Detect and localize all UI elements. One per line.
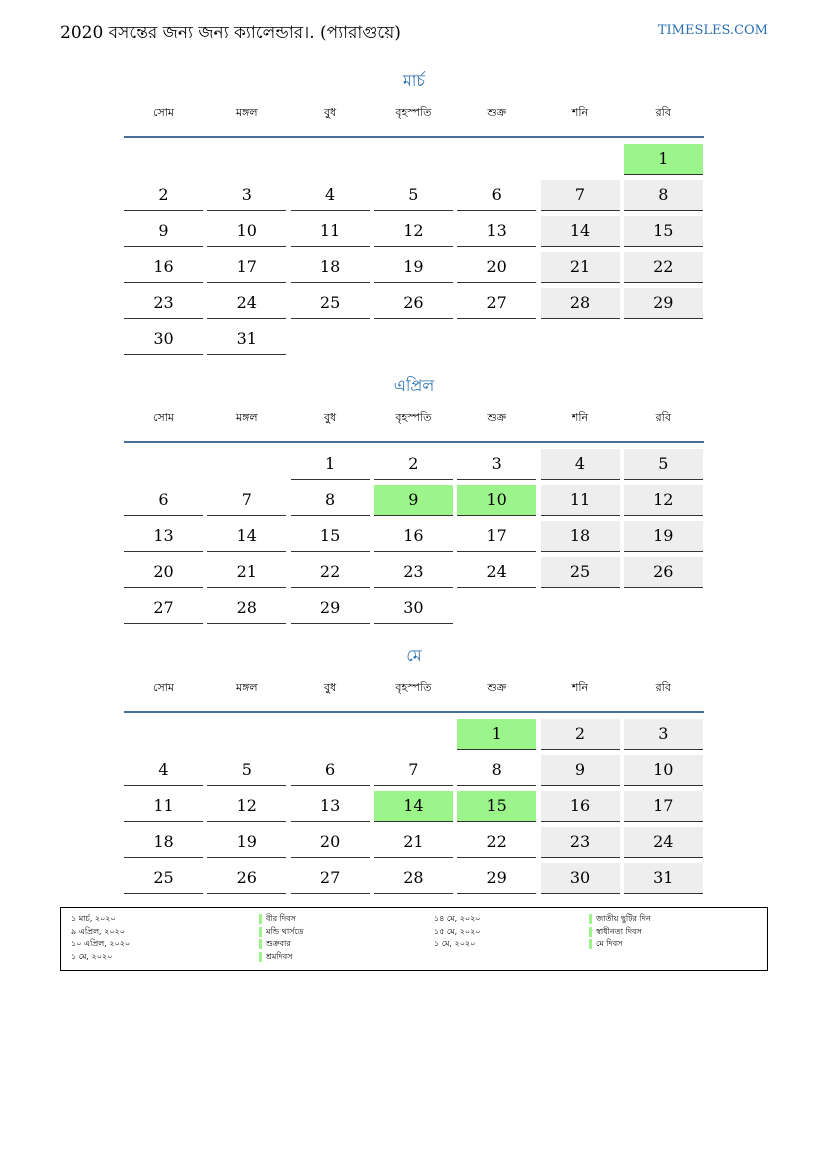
day-cell: 6 xyxy=(291,755,370,786)
day-cell: 19 xyxy=(624,521,703,552)
day-cell: 13 xyxy=(457,216,536,247)
legend-holiday-name: মন্ডি থার্সডে xyxy=(266,926,304,936)
legend-date: ১ মে, ২০২০ xyxy=(434,939,476,948)
day-cell: 29 xyxy=(624,288,703,319)
holiday-day-cell: 9 xyxy=(374,485,453,516)
day-cell: 9 xyxy=(124,216,203,247)
day-cell: 29 xyxy=(457,863,536,894)
month-name: মে xyxy=(406,646,422,665)
holiday-day-cell: 10 xyxy=(457,485,536,516)
holiday-legend xyxy=(60,907,768,971)
month-name: এপ্রিল xyxy=(393,376,435,395)
day-cell: 15 xyxy=(291,521,370,552)
page-header xyxy=(60,20,768,44)
legend-color-marker xyxy=(589,939,592,949)
day-cell: 22 xyxy=(624,252,703,283)
day-cell: 25 xyxy=(541,557,620,588)
day-cell: 20 xyxy=(124,557,203,588)
day-cell: 7 xyxy=(207,485,286,516)
legend-holiday-name: স্বাধীনতা দিবস xyxy=(596,926,642,936)
month-block xyxy=(124,375,704,627)
month-block xyxy=(124,70,704,358)
day-cell: 17 xyxy=(207,252,286,283)
legend-date: ১০ এপ্রিল, ২০২০ xyxy=(71,939,131,948)
day-cell: 4 xyxy=(291,180,370,211)
day-cell: 12 xyxy=(374,216,453,247)
weekday-header xyxy=(124,677,704,713)
weekday-label: বুধ xyxy=(323,681,337,694)
day-cell: 10 xyxy=(624,755,703,786)
holiday-day-cell: 14 xyxy=(374,791,453,822)
day-cell: 2 xyxy=(124,180,203,211)
day-cell: 11 xyxy=(291,216,370,247)
day-cell: 2 xyxy=(541,719,620,750)
day-cell: 20 xyxy=(457,252,536,283)
weekday-label: শুক্র xyxy=(487,411,507,424)
day-cell: 4 xyxy=(541,449,620,480)
day-cell: 26 xyxy=(374,288,453,319)
day-cell: 14 xyxy=(541,216,620,247)
day-cell: 21 xyxy=(541,252,620,283)
weekday-header xyxy=(124,407,704,443)
day-cell: 12 xyxy=(624,485,703,516)
day-cell: 3 xyxy=(457,449,536,480)
day-cell: 11 xyxy=(124,791,203,822)
day-cell: 18 xyxy=(124,827,203,858)
day-cell: 30 xyxy=(541,863,620,894)
legend-holiday-name: শুক্রবার xyxy=(266,939,291,948)
weekday-label: সোম xyxy=(152,411,175,424)
legend-holiday-name: শ্রমদিবস xyxy=(266,951,293,961)
month-block xyxy=(124,645,704,897)
day-cell: 25 xyxy=(291,288,370,319)
day-cell: 29 xyxy=(291,593,370,624)
day-cell: 28 xyxy=(541,288,620,319)
holiday-day-cell: 15 xyxy=(457,791,536,822)
day-cell: 18 xyxy=(291,252,370,283)
legend-date: ১ মার্চ, ২০২০ xyxy=(71,914,116,923)
day-cell: 27 xyxy=(457,288,536,319)
day-grid xyxy=(124,138,704,358)
day-cell: 8 xyxy=(457,755,536,786)
day-cell: 31 xyxy=(624,863,703,894)
day-cell: 24 xyxy=(624,827,703,858)
day-grid xyxy=(124,713,704,897)
holiday-day-cell: 1 xyxy=(624,144,703,175)
day-cell: 12 xyxy=(207,791,286,822)
day-cell: 24 xyxy=(207,288,286,319)
day-cell: 21 xyxy=(374,827,453,858)
day-cell: 19 xyxy=(207,827,286,858)
legend-color-marker xyxy=(259,927,262,937)
site-brand-link[interactable]: TIMESLES.COM xyxy=(657,23,768,38)
day-cell: 1 xyxy=(291,449,370,480)
day-cell: 27 xyxy=(124,593,203,624)
day-cell: 4 xyxy=(124,755,203,786)
legend-color-marker xyxy=(589,927,592,937)
day-cell: 13 xyxy=(291,791,370,822)
weekday-label: বুধ xyxy=(323,411,337,424)
day-cell: 5 xyxy=(624,449,703,480)
day-cell: 26 xyxy=(624,557,703,588)
weekday-label: বৃহস্পতি xyxy=(395,681,432,694)
legend-date: ১৪ মে, ২০২০ xyxy=(434,914,481,923)
day-grid xyxy=(124,443,704,627)
legend-color-marker xyxy=(259,952,262,962)
weekday-label: শুক্র xyxy=(487,681,507,694)
weekday-label: বুধ xyxy=(323,106,337,119)
day-cell: 28 xyxy=(374,863,453,894)
weekday-label: রবি xyxy=(655,411,671,424)
day-cell: 7 xyxy=(374,755,453,786)
day-cell: 10 xyxy=(207,216,286,247)
day-cell: 9 xyxy=(541,755,620,786)
day-cell: 21 xyxy=(207,557,286,588)
weekday-label: শনি xyxy=(571,106,589,119)
day-cell: 28 xyxy=(207,593,286,624)
day-cell: 16 xyxy=(374,521,453,552)
page-title: 2020 বসন্তের জন্য জন্য ক্যালেন্ডার।. (প্যারাগুয়ে) xyxy=(60,23,401,43)
day-cell: 13 xyxy=(124,521,203,552)
legend-date: ১ মে, ২০২০ xyxy=(71,951,113,961)
day-cell: 22 xyxy=(291,557,370,588)
day-cell: 23 xyxy=(374,557,453,588)
day-cell: 5 xyxy=(207,755,286,786)
day-cell: 17 xyxy=(457,521,536,552)
day-cell: 24 xyxy=(457,557,536,588)
legend-holiday-name: মে দিবস xyxy=(596,939,623,948)
day-cell: 30 xyxy=(374,593,453,624)
weekday-label: মঙ্গল xyxy=(235,681,258,694)
day-cell: 25 xyxy=(124,863,203,894)
day-cell: 27 xyxy=(291,863,370,894)
weekday-label: শনি xyxy=(571,411,589,424)
legend-date: ১৫ মে, ২০২০ xyxy=(434,926,481,936)
weekday-label: মঙ্গল xyxy=(235,411,258,424)
weekday-label: সোম xyxy=(152,681,175,694)
day-cell: 23 xyxy=(541,827,620,858)
legend-color-marker xyxy=(259,939,262,949)
weekday-label: শুক্র xyxy=(487,106,507,119)
weekday-label: রবি xyxy=(655,681,671,694)
day-cell: 23 xyxy=(124,288,203,319)
day-cell: 11 xyxy=(541,485,620,516)
day-cell: 31 xyxy=(207,324,286,355)
day-cell: 22 xyxy=(457,827,536,858)
weekday-label: বৃহস্পতি xyxy=(395,411,432,424)
day-cell: 3 xyxy=(624,719,703,750)
day-cell: 6 xyxy=(124,485,203,516)
day-cell: 17 xyxy=(624,791,703,822)
legend-holiday-name: জাতীয় ছুটির দিন xyxy=(596,914,651,923)
day-cell: 14 xyxy=(207,521,286,552)
legend-color-marker xyxy=(259,914,262,924)
legend-date: ৯ এপ্রিল, ২০২০ xyxy=(71,926,125,936)
legend-holiday-name: বীর দিবস xyxy=(266,914,296,923)
day-cell: 20 xyxy=(291,827,370,858)
weekday-header xyxy=(124,102,704,138)
weekday-label: সোম xyxy=(152,106,175,119)
weekday-label: বৃহস্পতি xyxy=(395,106,432,119)
day-cell: 5 xyxy=(374,180,453,211)
weekday-label: শনি xyxy=(571,681,589,694)
weekday-label: রবি xyxy=(655,106,671,119)
day-cell: 3 xyxy=(207,180,286,211)
holiday-day-cell: 1 xyxy=(457,719,536,750)
month-name: মার্চ xyxy=(402,71,426,90)
day-cell: 8 xyxy=(624,180,703,211)
day-cell: 16 xyxy=(124,252,203,283)
day-cell: 6 xyxy=(457,180,536,211)
day-cell: 26 xyxy=(207,863,286,894)
day-cell: 16 xyxy=(541,791,620,822)
day-cell: 18 xyxy=(541,521,620,552)
day-cell: 30 xyxy=(124,324,203,355)
day-cell: 8 xyxy=(291,485,370,516)
day-cell: 7 xyxy=(541,180,620,211)
legend-color-marker xyxy=(589,914,592,924)
day-cell: 15 xyxy=(624,216,703,247)
day-cell: 2 xyxy=(374,449,453,480)
day-cell: 19 xyxy=(374,252,453,283)
weekday-label: মঙ্গল xyxy=(235,106,258,119)
